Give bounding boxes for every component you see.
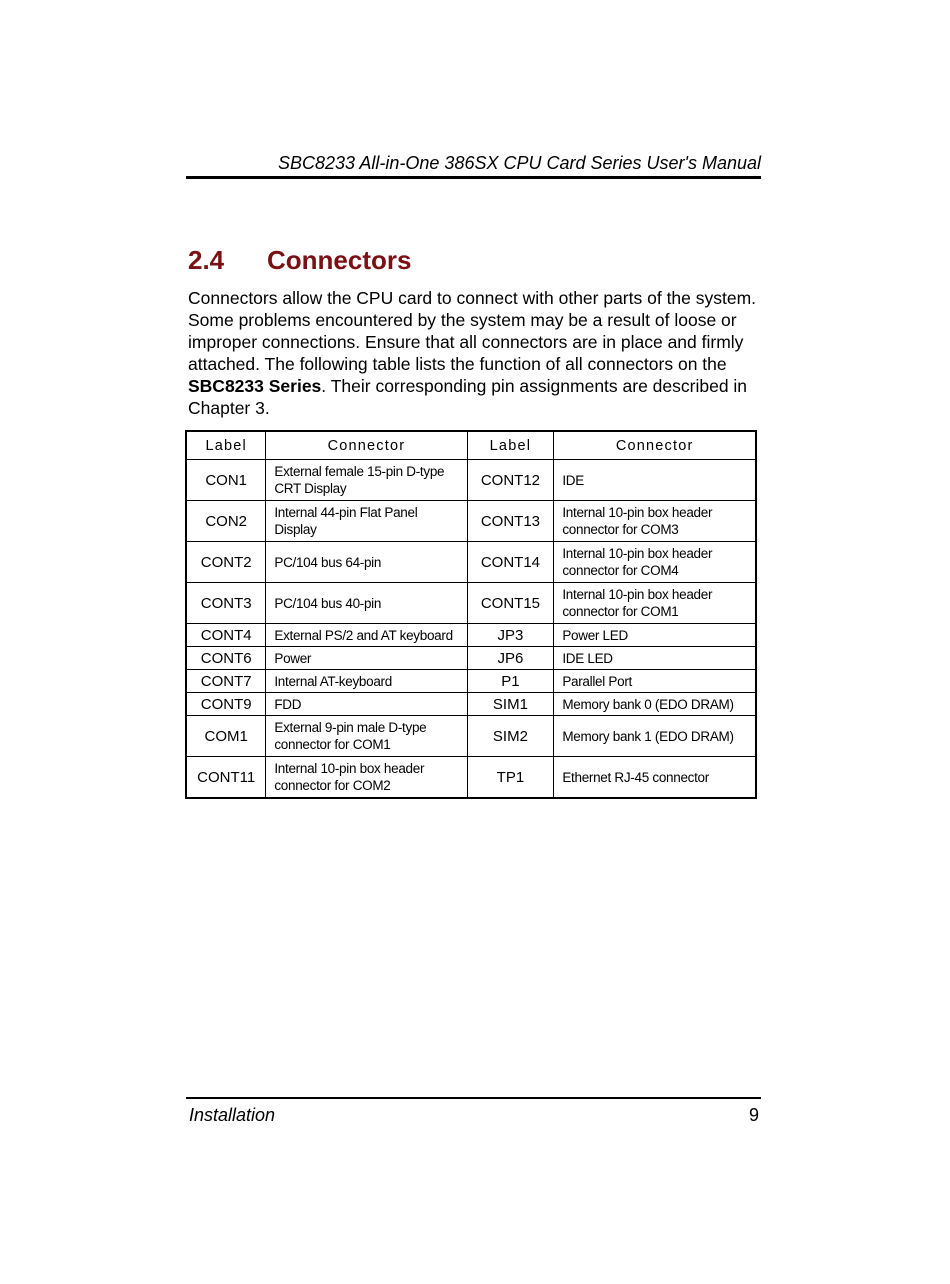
connector-description: PC/104 bus 40-pin <box>266 583 467 624</box>
connector-label: CONT9 <box>186 693 266 716</box>
intro-product-name: SBC8233 Series <box>188 376 322 396</box>
table-row <box>186 693 756 716</box>
header-connector-2: Connector <box>554 431 756 460</box>
table-row <box>186 460 756 501</box>
connector-label: JP6 <box>467 647 554 670</box>
intro-paragraph <box>188 287 760 419</box>
connector-description: Internal 10-pin box header connector for COM3 <box>554 501 756 542</box>
connector-label: COM1 <box>186 716 266 757</box>
table-row <box>186 501 756 542</box>
connector-description: Internal 10-pin box header connector for COM4 <box>554 542 756 583</box>
connector-description: Parallel Port <box>554 670 756 693</box>
table-row <box>186 716 756 757</box>
table-row <box>186 542 756 583</box>
section-title: Connectors <box>267 245 412 275</box>
intro-text-end: . Their corresponding pin assignments are described in Chapter 3. <box>188 376 748 418</box>
header-label-1: Label <box>186 431 266 460</box>
connector-description: FDD <box>266 693 467 716</box>
header-label-2: Label <box>467 431 554 460</box>
connector-label: CON1 <box>186 460 266 501</box>
connector-label: CONT4 <box>186 624 266 647</box>
connector-description: External PS/2 and AT keyboard <box>266 624 467 647</box>
connector-label: SIM2 <box>467 716 554 757</box>
connector-label: CONT11 <box>186 757 266 799</box>
connector-description: Memory bank 1 (EDO DRAM) <box>554 716 756 757</box>
section-number: 2.4 <box>188 245 225 275</box>
connectors-table <box>185 430 757 799</box>
connector-description: Ethernet RJ-45 connector <box>554 757 756 799</box>
header-connector-1: Connector <box>266 431 467 460</box>
page-number: 9 <box>748 1105 759 1125</box>
connector-label: P1 <box>467 670 554 693</box>
connector-description: Power LED <box>554 624 756 647</box>
connector-label: CONT13 <box>467 501 554 542</box>
connector-label: TP1 <box>467 757 554 799</box>
connector-description: IDE <box>554 460 756 501</box>
connector-description: IDE LED <box>554 647 756 670</box>
footer-chapter: Installation <box>189 1105 276 1125</box>
connector-label: CONT6 <box>186 647 266 670</box>
page-header <box>186 152 761 179</box>
table-row <box>186 583 756 624</box>
connector-description: Internal 10-pin box header connector for COM2 <box>266 757 467 799</box>
connector-description: Internal 10-pin box header connector for COM1 <box>554 583 756 624</box>
connector-description: Internal AT-keyboard <box>266 670 467 693</box>
table-header-row <box>186 431 756 460</box>
connector-label: CONT7 <box>186 670 266 693</box>
connector-label: CONT2 <box>186 542 266 583</box>
page-footer <box>186 1097 761 1125</box>
connector-label: CONT14 <box>467 542 554 583</box>
connector-label: CONT3 <box>186 583 266 624</box>
connector-description: PC/104 bus 64-pin <box>266 542 467 583</box>
table-row <box>186 670 756 693</box>
connector-label: JP3 <box>467 624 554 647</box>
section-heading <box>188 244 411 276</box>
connector-description: Memory bank 0 (EDO DRAM) <box>554 693 756 716</box>
connector-description: External female 15-pin D-type CRT Display <box>266 460 467 501</box>
table-row <box>186 647 756 670</box>
manual-title: SBC8233 All-in-One 386SX CPU Card Series User's Manual <box>278 153 761 173</box>
connector-label: SIM1 <box>467 693 554 716</box>
connector-description: Internal 44-pin Flat Panel Display <box>266 501 467 542</box>
intro-text-start: Connectors allow the CPU card to connect with other parts of the system. Some problems encountered by the system may be a result of loose or improper connections. Ensure that all connectors are in place and firmly attached. The following table lists the function of all connectors on the <box>188 288 757 374</box>
connector-description: Power <box>266 647 467 670</box>
connector-label: CON2 <box>186 501 266 542</box>
connector-label: CONT15 <box>467 583 554 624</box>
connector-label: CONT12 <box>467 460 554 501</box>
table-row <box>186 757 756 799</box>
connector-description: External 9-pin male D-type connector for COM1 <box>266 716 467 757</box>
table-row <box>186 624 756 647</box>
